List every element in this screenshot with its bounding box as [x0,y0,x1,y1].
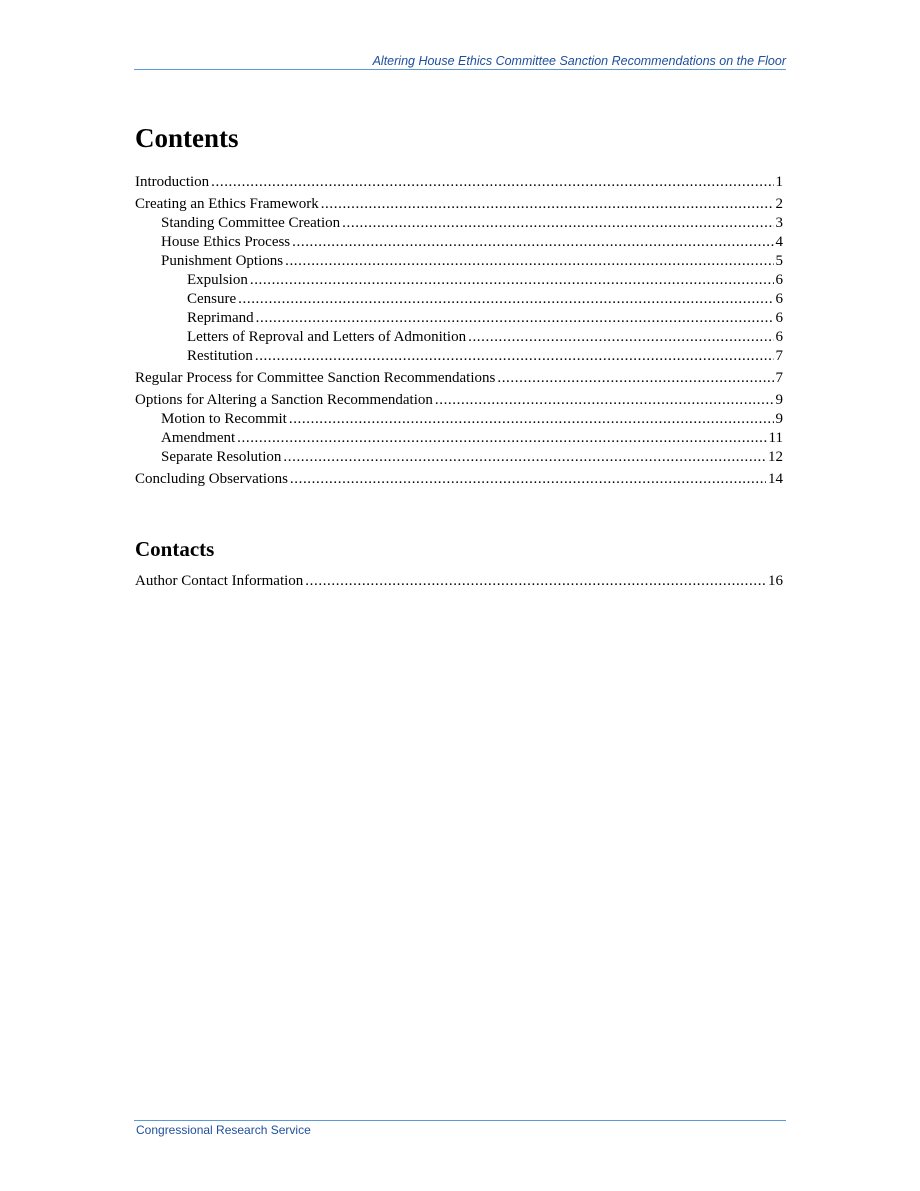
toc-entry-separate-resolution[interactable] [135,448,783,467]
toc-entry-amendment[interactable] [135,429,783,448]
toc-entry-page: 6 [775,291,783,307]
toc-entry-page: 3 [775,215,783,231]
toc-entry-house-ethics-process[interactable] [135,233,783,252]
toc-entry-page: 2 [775,196,783,212]
toc-entry-page: 5 [775,253,783,269]
dot-leader [285,252,773,271]
toc-entry-label: Options for Altering a Sanction Recommendation [135,392,433,408]
running-header-title: Altering House Ethics Committee Sanction Recommendations on the Floor [372,54,786,68]
toc-entry-page: 12 [768,449,783,465]
dot-leader [305,572,766,591]
toc-entry-label: Restitution [187,348,253,364]
toc-entry-label: Letters of Reproval and Letters of Admonition [187,329,467,345]
contacts-list [135,572,783,591]
toc-entry-page: 6 [775,329,783,345]
toc-entry-label: Amendment [161,430,236,446]
toc-entry-page: 4 [775,234,783,250]
toc-entry-label: Motion to Recommit [161,411,287,427]
toc-entry-page: 9 [775,392,783,408]
toc-entry-label: Concluding Observations [135,471,288,487]
toc-entry-regular-process[interactable] [135,369,783,388]
toc-entry-restitution[interactable] [135,347,783,366]
toc-entry-page: 11 [768,430,783,446]
toc-entry-page: 9 [775,411,783,427]
toc-entry-label: Standing Committee Creation [161,215,341,231]
dot-leader [283,448,766,467]
toc-entry-letters-of-reproval-and-admonition[interactable] [135,328,783,347]
toc-entry-page: 1 [775,174,783,190]
toc-entry-label: Introduction [135,174,210,190]
contacts-heading: Contacts [135,537,215,561]
toc-entry-page: 7 [775,348,783,364]
toc-entry-label: Censure [187,291,237,307]
toc-entry-motion-to-recommit[interactable] [135,410,783,429]
toc-entry-label: House Ethics Process [161,234,291,250]
toc-entry-label: Creating an Ethics Framework [135,196,319,212]
toc-entry-page: 6 [775,272,783,288]
contents-heading: Contents [135,123,239,153]
toc-entry-label: Author Contact Information [135,573,304,589]
dot-leader [289,410,774,429]
toc-entry-reprimand[interactable] [135,309,783,328]
dot-leader [250,271,774,290]
toc-entry-label: Reprimand [187,310,254,326]
toc-entry-introduction[interactable] [135,173,783,192]
dot-leader [497,369,773,388]
toc-entry-censure[interactable] [135,290,783,309]
dot-leader [211,173,773,192]
dot-leader [290,470,766,489]
dot-leader [256,309,774,328]
toc-entry-page: 7 [775,370,783,386]
toc-entry-author-contact-information[interactable] [135,572,783,591]
toc-entry-label: Regular Process for Committee Sanction Recommendations [135,370,496,386]
toc-entry-concluding-observations[interactable] [135,470,783,489]
toc-entry-creating-an-ethics-framework[interactable] [135,195,783,214]
toc-entry-page: 16 [768,573,783,589]
dot-leader [237,429,766,448]
header-rule [134,69,786,70]
dot-leader [321,195,774,214]
toc-entry-label: Punishment Options [161,253,284,269]
toc-entry-punishment-options[interactable] [135,252,783,271]
footer-organization: Congressional Research Service [136,1123,311,1137]
toc-entry-expulsion[interactable] [135,271,783,290]
toc-entry-label: Separate Resolution [161,449,282,465]
toc-entry-standing-committee-creation[interactable] [135,214,783,233]
footer-rule [134,1120,786,1121]
dot-leader [292,233,773,252]
dot-leader [435,391,774,410]
toc-entry-page: 6 [775,310,783,326]
dot-leader [342,214,773,233]
dot-leader [255,347,774,366]
toc-entry-page: 14 [768,471,783,487]
table-of-contents [135,173,783,489]
toc-entry-label: Expulsion [187,272,248,288]
dot-leader [238,290,773,309]
toc-entry-options-for-altering[interactable] [135,391,783,410]
dot-leader [468,328,773,347]
